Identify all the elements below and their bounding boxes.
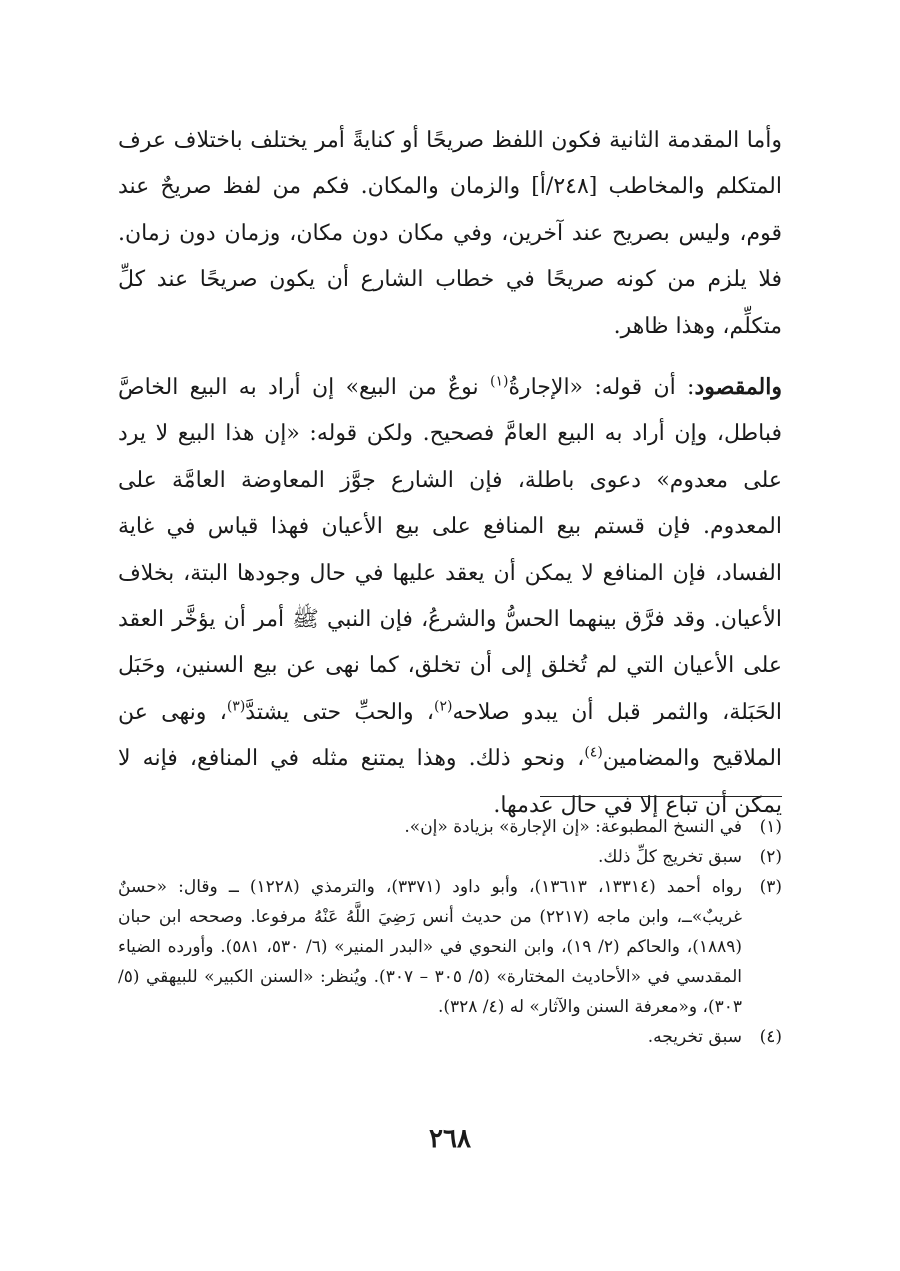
paragraph-2	[118, 364, 782, 829]
paragraph-2-part-4: ، ونهى عن الملاقيح والمضامين	[118, 699, 783, 772]
paragraph-2-lead: والمقصود	[694, 374, 782, 401]
footnote-3	[118, 872, 782, 1022]
footnote-number: (٢)	[759, 847, 782, 867]
page-number: ٢٦٨	[429, 1124, 471, 1154]
paragraph-2-part-1: : أن قوله: «الإجارةُ	[508, 375, 695, 401]
footnote-number: (٣)	[759, 877, 782, 897]
footnote-text: في النسخ المطبوعة: «إن الإجارة» بزيادة «إن».	[404, 817, 742, 837]
footnotes	[118, 812, 782, 1052]
paragraph-2-part-3: ، والحبِّ حتى يشتدَّ	[245, 699, 435, 725]
footnote-ref-2: (٢)	[434, 698, 453, 715]
footnote-ref-3: (٣)	[226, 698, 246, 715]
footnote-4	[118, 1022, 782, 1052]
footnote-number: (٤)	[759, 1027, 782, 1047]
paragraph-1: وأما المقدمة الثانية فكون اللفظ صريحًا أو كنايةً أمر يختلف باختلاف عرف المتكلم والمخاطب [٢٤٨/أ] والزمان والمكان. فكم من لفظ صريحٌ عند قوم، وليس بصريح عند آخرين، وفي مكان دون مكان، وزمان دون زمان. فلا يلزم من كونه صريحًا في خطاب الشارع أن يكون صريحًا عند كلِّ متكلِّم، وهذا ظاهر.	[118, 128, 782, 339]
footnote-2	[118, 842, 782, 872]
footnote-number: (١)	[759, 817, 782, 837]
footnote-ref-4: (٤)	[584, 744, 603, 761]
footnote-text: رواه أحمد (١٣٣١٤، ١٣٦١٣)، وأبو داود (٣٣٧١)، والترمذي (١٢٢٨) ــ وقال: «حسنٌ غريبٌ»ــ، وابن ماجه (٢٢١٧) من حديث أنس رَضِيَ اللَّهُ عَنْهُ مرفوعا. وصححه ابن حبان (١٨٨٩)، والحاكم (٢/ ١٩)، وابن النحوي في «البدر المنير» (٦/ ٥٣٠، ٥٨١). وأورده الضياء المقدسي في «الأحاديث المختارة» (٥/ ٣٠٥ – ٣٠٧). ويُنظر: «السنن الكبير» للبيهقي (٥/ ٣٠٣)، و«معرفة السنن والآثار» له (٤/ ٣٢٨).	[118, 877, 743, 1017]
main-text	[118, 118, 782, 829]
footnote-text: سبق تخريج كلِّ ذلك.	[597, 847, 742, 867]
paragraph-2-part-5: ، ونحو ذلك. وهذا يمتنع مثله في المنافع، فإنه لا يمكن أن تباع إلا في حال عدمها.	[118, 746, 782, 818]
paragraph-2-part-2: نوعٌ من البيع» إن أراد به البيع الخاصَّ فباطل، وإن أراد به البيع العامَّ فصحيح. ولكن قوله: «إن هذا البيع لا يرد على معدوم» دعوى باطلة، فإن الشارع جوَّز المعاوضة العامَّة على المعدوم. فإن قستم بيع المنافع على بيع الأعيان فهذا قياس في غاية الفساد، فإن المنافع لا يمكن أن يعقد عليها في حال وجودها البتة، بخلاف الأعيان. وقد فرَّق بينهما الحسُّ والشرعُ، فإن النبي ﷺ أمر أن يؤخَّر العقد على الأعيان التي لم تُخلق إلى أن تخلق، كما نهى عن بيع السنين، وحَبَل الحَبَلة، والثمر قبل أن يبدو صلاحه	[118, 375, 783, 725]
footnote-1	[118, 812, 782, 842]
footnote-text: سبق تخريجه.	[647, 1027, 742, 1047]
footnote-ref-1: (١)	[489, 373, 509, 390]
footnote-separator	[540, 796, 782, 797]
